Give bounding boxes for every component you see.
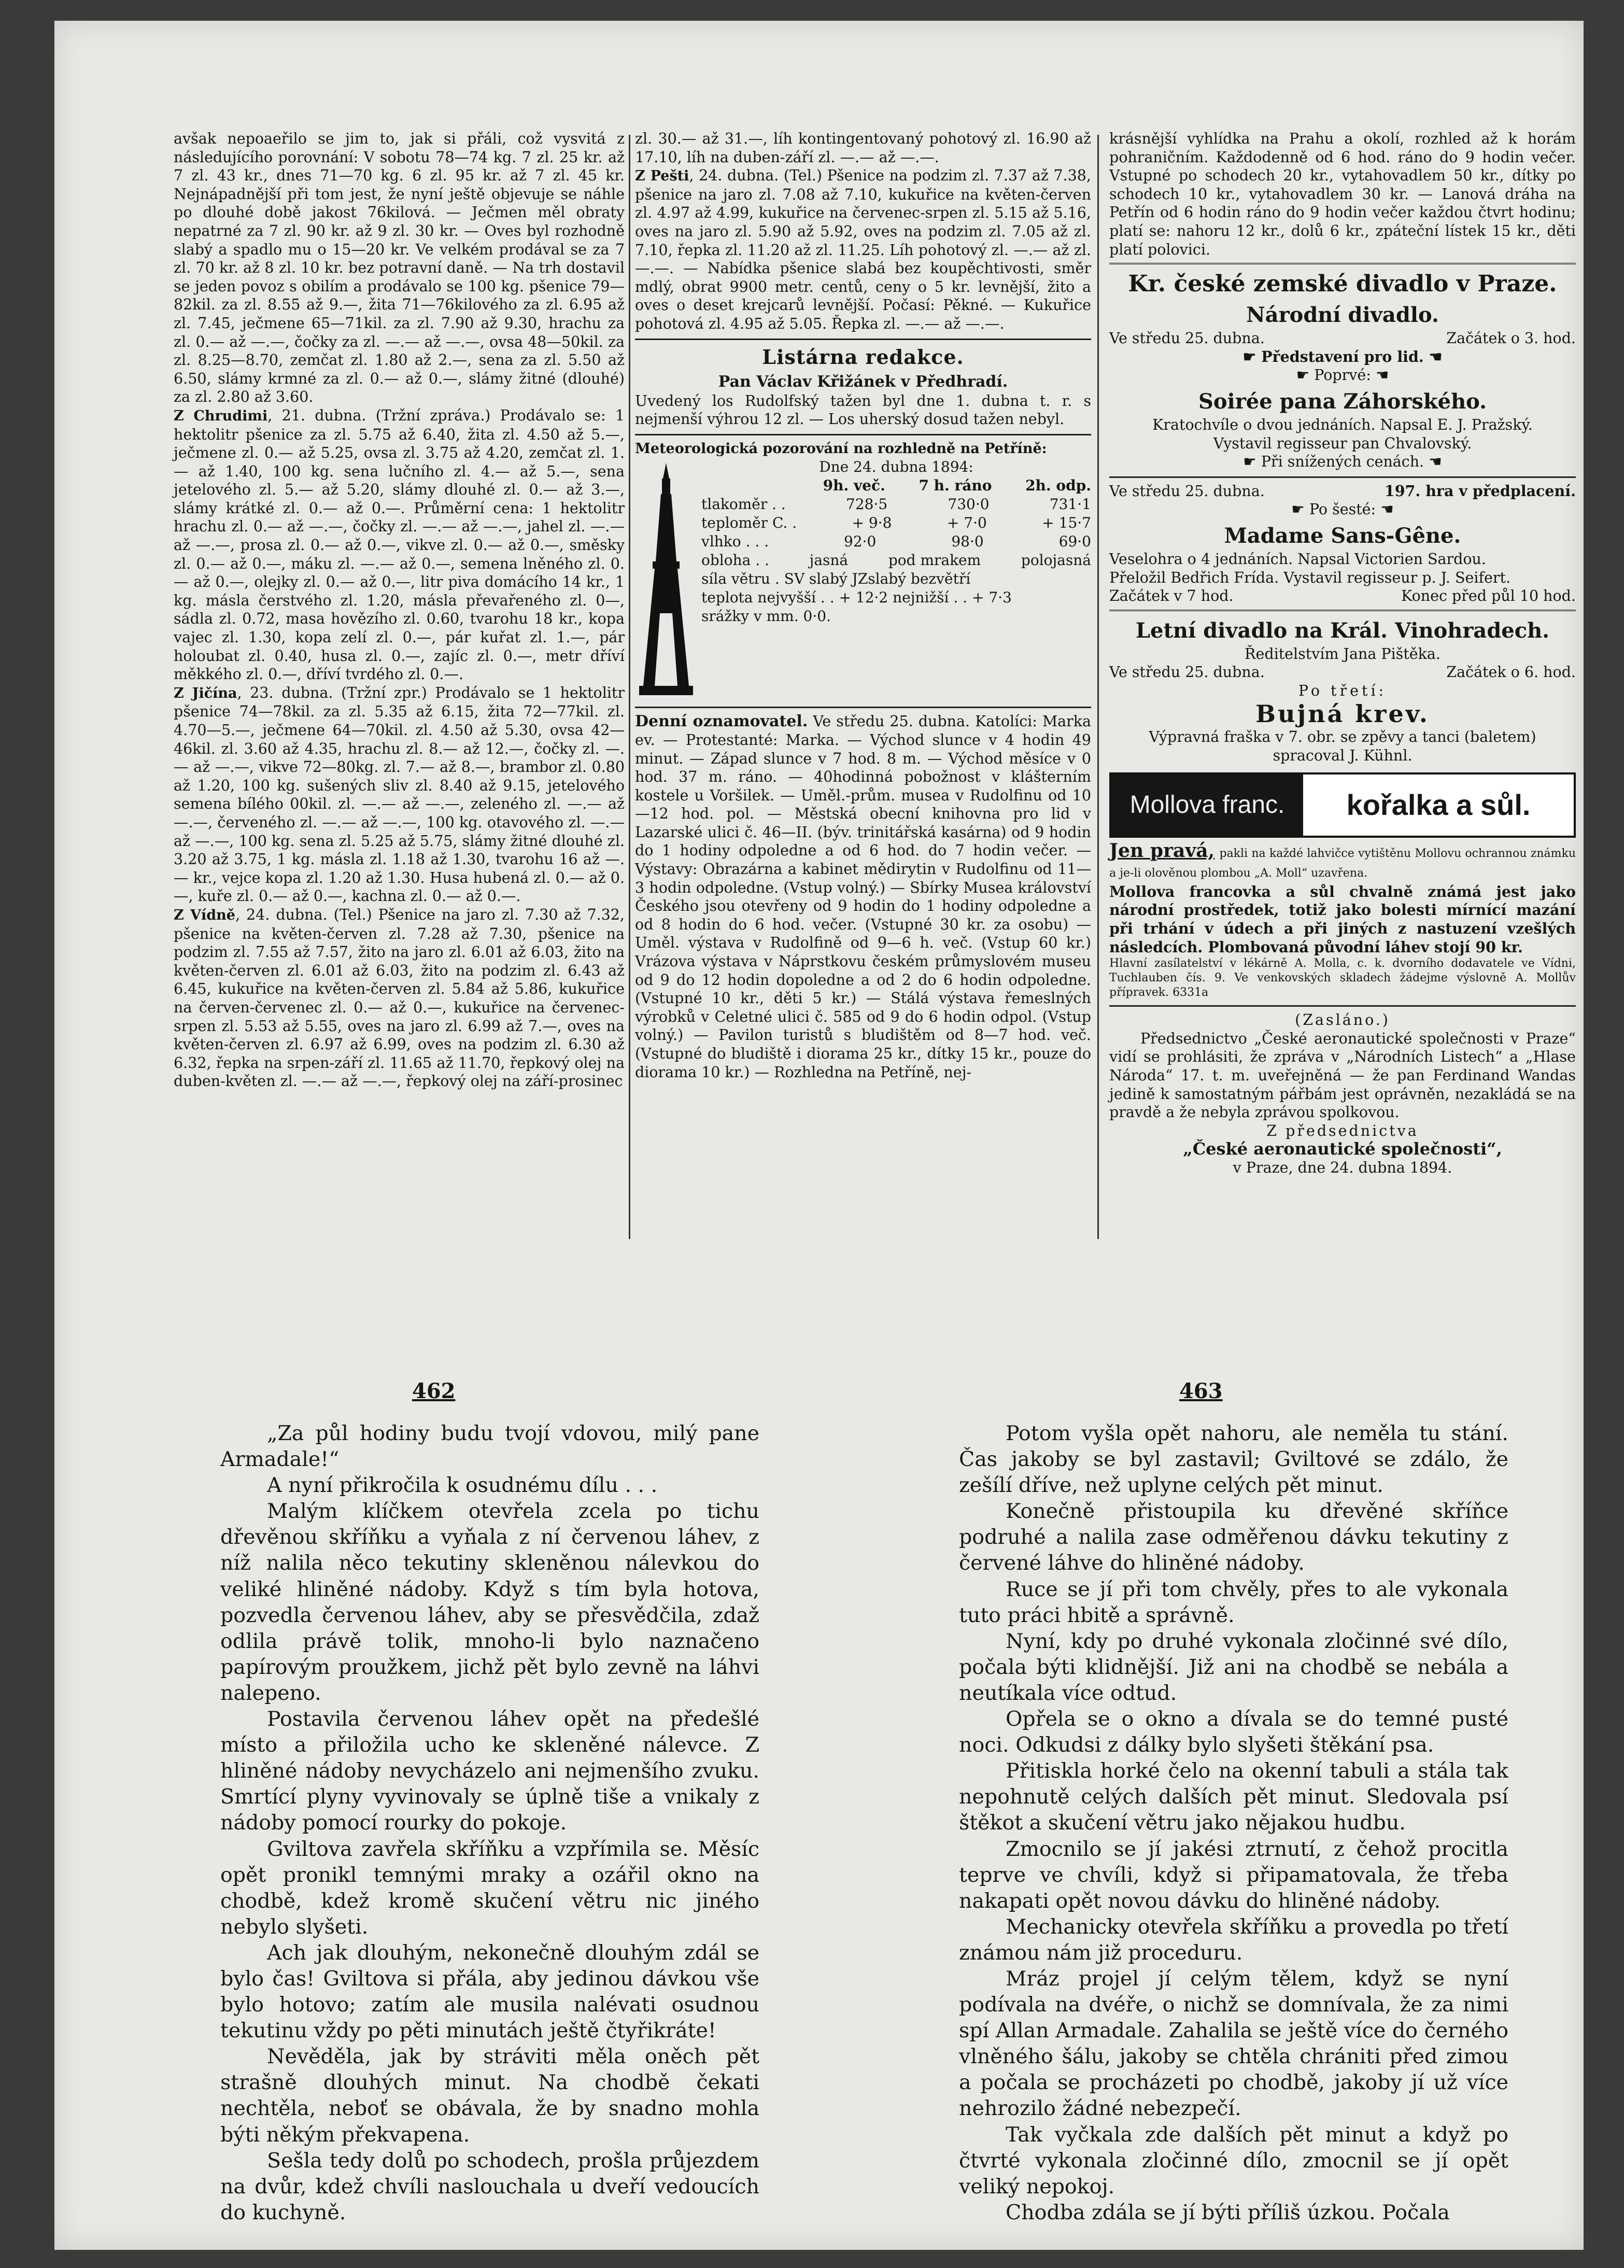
novel-paragraph: Mráz projel jí celým tělem, když se nyní podívala na dvéře, o nichž se domnívala, že za nimi spí Allan Armadale. Zahalila se ještě více do černého vlněného šálu, jakoby se chtěla chrániti před zimou a počala se procházeti po chodbě, jakoby jí už více nehrozilo žádné nebezpečí. bbox=[959, 1966, 1508, 2121]
performance-time-row: Začátek v 7 hod. Konec před půl 10 hod. bbox=[1109, 587, 1576, 605]
novel-paragraph: Opřela se o okno a dívala se do temné pusté noci. Odkudsi z dálky bylo slyšeti štěkání psa. bbox=[959, 1707, 1508, 1757]
play-description: spracoval J. Kühnl. bbox=[1273, 747, 1413, 765]
zaslano-signature: „České aeronautické společnosti“, bbox=[1183, 1139, 1502, 1159]
play-description: Veselohra o 4 jednáních. Napsal Victorien Sardou. bbox=[1109, 550, 1486, 568]
performance-note: ☛ Poprvé: ☚ bbox=[1109, 366, 1576, 385]
novel-paragraph: Nyní, kdy po druhé vykonala zločinné své dílo, počala býti klidnější. Již ani na chodbě se nebála a neutíkala více odtud. bbox=[959, 1629, 1508, 1705]
novel-paragraph: Tak vyčkala zde dalších pět minut a když po čtvrté vykonala zločinné dílo, zmocnil se jí opět veliký nepokoj. bbox=[959, 2122, 1508, 2199]
play-description: Přeložil Bedřich Frída. Vystavil regisseur p. J. Seifert. bbox=[1109, 569, 1511, 586]
weather-row: obloha . . jasná pod mrakem polojasná bbox=[701, 552, 1091, 569]
announcements-heading: Denní oznamovatel. bbox=[635, 712, 808, 731]
novel-paragraph: Konečně přistoupila ku dřevěné skříňce podruhé a nalila zase odměřenou dávku tekutiny z červené láhve do hliněné nádoby. bbox=[959, 1499, 1508, 1575]
novel-paragraph: Nevěděla, jak by stráviti měla oněch pět strašně dlouhých minut. Na chodbě čekati nechtěla, neboť se obávala, že by snadno mohla býti někým překvapena. bbox=[220, 2045, 759, 2147]
banner-left-text: Mollova franc. bbox=[1111, 774, 1303, 836]
play-description: Výpravná fraška v 7. obr. se zpěvy a tanci (baletem) bbox=[1149, 728, 1536, 746]
petrin-lookout-text: krásnější vyhlídka na Prahu a okolí, rozhled až k horám pohraničním. Každodenně od 6 hod. ráno do 9 hodin večer. Vstupné po schodech 20 kr., vytahovadlem 50 kr., dítky po schodech 10 kr., vytahovadlem 30 kr. — Lanová dráha na Petřín od 6 hodin ráno do 9 hodin večer každou čtvrt hodinu; platí se: nahoru 12 kr., dolů 6 kr., zpáteční lístek 15 kr., děti platí polovici. bbox=[1109, 130, 1576, 258]
performance-note: Po třetí: bbox=[1298, 682, 1387, 699]
news-column bbox=[635, 130, 1091, 1244]
daily-announcements: Denní oznamovatel. Ve středu 25. dubna. Katolíci: Marka ev. — Protestanté: Marka. — Východ slunce v 4 hodin 49 minut. — Západ slunce v 7 hod. 8 m. — Východ měsíce v 0 hod. 37 m. ráno. — 40hodinná pobožnost v klášterním kostele u Voršilek. — Uměl.-prům. musea v Rudolfinu od 10—12 hod. pol. — Městská obecní knihovna pro lid v Lazarské ulici č. 46—II. (býv. trinitářská kasárna) od 9 hodin do 1 hodiny odpoledne a od 6 hod. do 7 hodin večer. — Výstavy: Obrazárna a kabinet mědirytin v Rudolfinu od 11—3 hodin odpoledne. (Vstup volný.) — Sbírky Musea království Českého jsou otevřeny od 9 hodin do 1 hodiny odpoledne a od 8 hodin do 6 hod. večer. (Vstupné 30 kr. za osobu) — Uměl. výstava v Rudolfině od 9—6 h. več. (Vstup 60 kr.) Vrázova výstava v Náprstkovu českém průmyslovém museu od 9 do 12 hodin dopoledne a od 2 do 6 hodin odpoledne. (Vstupné 10 kr., děti 5 kr.) — Stálá výstava řemeslných výrobků v Celetné ulici č. 585 od 9 do 6 hodin odpol. (Vstup volný.) — Pavilon turistů s bludištěm od 8—7 hod. več. (Vstupné do bludiště i diorama 25 kr., dítky 15 kr., pouze do diorama 10 kr.) — Rozhledna na Petříně, nej- bbox=[635, 712, 1092, 1081]
novel-paragraph: Zmocnilo se jí jakési ztrnutí, z čehož procitla teprve ve chvíli, když si připamatovala, že třeba nakapati opět novou dávku do hliněné nádoby. bbox=[959, 1837, 1508, 1913]
weather-date: Dne 24. dubna 1894: bbox=[819, 458, 973, 476]
advertisement-text: Jen pravá, pakli na každé lahvičce vytištěnu Mollovu ochrannou známku a je-li olověnou plombou „A. Moll“ uzavřena. bbox=[1109, 839, 1576, 880]
advertisement-text: Hlavní zasílatelství v lékárně A. Molla, c. k. dvorního dodavatele ve Vídni, Tuchlauben čís. 9. Ve venkovských skladech žádejme výslovně A. Mollův přípravek. 6331a bbox=[1109, 957, 1576, 999]
section-rule bbox=[635, 707, 1091, 708]
column-divider bbox=[629, 135, 630, 1239]
section-rule bbox=[1109, 1005, 1576, 1007]
novel-paragraph: Chodba zdála se jí býti příliš úzkou. Počala bbox=[1006, 2200, 1450, 2224]
zaslano-text: Předsednictvo „České aeronautické společnosti v Praze“ vidí se prohlásiti, že zpráva v „Národních Listech“ a „Hlase Národa“ 17. t. m. uveřejněná — že pan Ferdinand Wandas jedině k samostatným pářbám jest oprávněn, nezakládá se na pravdě a že nebyla zprávou spolkovou. bbox=[1109, 1030, 1576, 1121]
editorial-mailbox-heading: Listárna redakce. bbox=[762, 345, 964, 369]
newspaper-page bbox=[54, 21, 1584, 2250]
novel-page-left bbox=[220, 1420, 759, 2224]
national-theater-title: Kr. české zemské divadlo v Praze. bbox=[1128, 271, 1557, 298]
weather-rainfall: srážky v mm. 0·0. bbox=[701, 608, 831, 625]
mailbox-addressee: Pan Václav Křižánek v Předhradí. bbox=[718, 372, 1008, 391]
advertisement-text: Mollova francovka a sůl chvalně známá jest jako národní prostředek, totiž jako bolesti mírnící mazání při trhání v údech a při jiných z nastuzení vzešlých následcích. Plombovaná původní láhev stojí 90 kr. bbox=[1109, 882, 1576, 956]
page-number-left: 462 bbox=[412, 1379, 456, 1403]
market-report-text: avšak nepoaeřilo se jim to, jak si přáli, což vysvitá z následujícího porovnání: V sobotu 78—74 kg. 7 zl. 25 kr. až 7 zl. 43 kr., dnes 71—70 kg. 6 zl. 95 kr. až 7 zl. 45 kr. Nejnápadnější při tom jest, že nyní ještě objevuje se náhle po dlouhé době jakost 76kilová. — Ječmen měl obraty nepatrné za 7 zl. 90 kr. až 9 zl. 30 kr. — Oves byl rozhodně slabý a spadlo mu o 15—20 kr. Ve velkém prodával se za 7 zl. 70 kr. až 8 zl. 10 kr. bez potravní daně. — Na trh dostavil se jeden povoz s obilím a prodávalo se 100 kg. pšenice 79—82kil. za zl. 8.55 až 9.—, žita 71—76kilového za zl. 6.95 až zl. 7.45, ječmene 65—71kil. za zl. 7.90 až 9.30, hrachu za zl. 0.— až —.—, čočky za zl. —.— až —.—, ovsa 48—50kil. za zl. 8.25—8.70, zemčat zl. 1.80 až 2.—, sena za zl. 5.50 až 6.50, slámy krmné za zl. 0.— až 0.—, slámy žitné (dlouhé) za zl. 2.80 až 3.60. bbox=[174, 130, 625, 406]
play-description: Kratochvíle o dvou jednáních. Napsal E. J. Pražský. bbox=[1152, 416, 1533, 433]
national-theater-subtitle: Národní divadlo. bbox=[1246, 303, 1439, 328]
performance-date-row: Ve středu 25. dubna. Začátek o 6. hod. bbox=[1109, 664, 1576, 681]
weather-table bbox=[701, 458, 1091, 701]
weather-block bbox=[635, 458, 1091, 701]
performance-date-row: Ve středu 25. dubna. Začátek o 3. hod. bbox=[1109, 330, 1576, 347]
weather-temperature: teplota nejvyšší . . + 12·2 nejnižší . . + 7·3 bbox=[701, 589, 1012, 607]
mailbox-text: Uvedený los Rudolfský tažen byl dne 1. dubna t. r. s nejmenší výhrou 12 zl. — Los uherský dosud tažen nebyl. bbox=[635, 392, 1091, 428]
performance-note: ☛ Představení pro lid. ☚ bbox=[1109, 348, 1576, 367]
novel-paragraph: Mechanicky otevřela skříňku a provedla po třetí známou nám již proceduru. bbox=[959, 1914, 1508, 1965]
weather-row: teploměr C. . + 9·8 + 7·0 + 15·7 bbox=[701, 514, 1091, 532]
play-title: Soirée pana Záhorského. bbox=[1198, 389, 1487, 414]
novel-paragraph: Gviltova zavřela skříňku a vzpřímila se. Měsíc opět pronikl temnými mraky a ozářil okno na chodbě, kdež kromě skučení větru nic jiného nebylo slyšeti. bbox=[220, 1837, 759, 1939]
section-rule bbox=[1109, 610, 1576, 613]
section-rule bbox=[635, 434, 1091, 435]
theater-ads-column bbox=[1109, 130, 1576, 1244]
report-heading: Z Pešti bbox=[635, 168, 689, 185]
novel-paragraph: Ruce se jí při tom chvěly, přes to ale vykonala tuto práci hbitě a správně. bbox=[959, 1577, 1508, 1627]
weather-row: tlakoměr . . 728·5 730·0 731·1 bbox=[701, 496, 1091, 513]
play-title: Bujná krev. bbox=[1255, 700, 1430, 728]
report-heading: Z Jičína bbox=[174, 685, 237, 701]
section-rule bbox=[1109, 263, 1576, 266]
novel-page-right bbox=[959, 1420, 1508, 2224]
zaslano-heading: (Zasláno.) bbox=[1295, 1011, 1390, 1029]
weather-heading: Meteorologická pozorování na rozhledně na Petříně: bbox=[635, 440, 1047, 457]
novel-paragraph: Malým klíčkem otevřela zcela po tichu dřevěnou skříňku a vyňala z ní červenou láhev, z níž nalila něco tekutiny skleněnou nálevkou do veliké hliněné nádoby. Když s tím byla hotova, pozvedla červenou láhev, aby se přesvědčila, zdaž odlila právě tolik, mnoho-li bylo naznačeno papírovým proužkem, jichž pět bylo zevně na láhvi nalepeno. bbox=[220, 1499, 759, 1705]
weather-header-row: 9h. več. 7 h. ráno 2h. odp. bbox=[823, 477, 1091, 495]
novel-paragraph: A nyní přikročila k osudnému dílu . . . bbox=[267, 1473, 658, 1498]
summer-theater-director: Ředitelstvím Jana Pištěka. bbox=[1245, 645, 1441, 663]
section-rule bbox=[1109, 476, 1576, 478]
zaslano-signature: v Praze, dne 24. dubna 1894. bbox=[1233, 1159, 1452, 1176]
play-description: Vystavil regisseur pan Chvalovský. bbox=[1213, 434, 1472, 452]
performance-note: ☛ Po šesté: ☚ bbox=[1109, 500, 1576, 519]
play-title: Madame Sans-Gêne. bbox=[1224, 523, 1461, 548]
section-rule bbox=[635, 339, 1091, 340]
performance-note: ☛ Při snížených cenách. ☚ bbox=[1109, 453, 1576, 471]
column-divider bbox=[1097, 135, 1099, 1239]
weather-wind: síla větru . SV slabý JZslabý bezvětří bbox=[701, 570, 971, 588]
petrin-tower-icon bbox=[635, 458, 697, 701]
moll-advertisement-banner bbox=[1109, 772, 1576, 838]
zaslano-signature: Z předsednictva bbox=[1266, 1122, 1419, 1139]
market-report-chrudim: Z Chrudimi, 21. dubna. (Tržní zpráva.) Prodávalo se: 1 hektolitr pšenice za zl. 5.75 až 6.40, žita zl. 4.50 až 5.—, ječmene zl. 0.— až 5.25, ovsa zl. 3.75 až 4.20, zemčat zl. 1.— až 1.40, 100 kg. sena lučního zl. 4.— až 5.—, sena jetelového zl. 5.— až 5.20, slámy dlouhé zl. 0.— až 3.—, slámy krátké zl. 0.— až 0.—. Průměrní cena: 1 hektolitr hrachu zl. 0.— až —.—, čočky zl. —.— až —.—, jahel zl. —.— až —.—, prosa zl. 0.— až 0.—, vikve zl. 0.— až 0.—, směsky zl. 0.— až 0.—, máku zl. —.— až 0.—, semena lněného zl. 0.— až 0.—, olejky zl. 0.— až 0.—, litr piva domácího 14 kr., 1 kg. másla čerstvého zl. 1.20, másla převařeného zl. 0—, sádla zl. 0.72, masa hovězího zl. 0.60, tvarohu 18 kr., kopa vajec zl. 1.30, kopa zelí zl. 0.—, pár kuřat zl. 1.—, pár holoubat zl. 0.40, husa zl. 0.—, zajíc zl. 0.—, metr dříví měkkého zl. 0.—, dříví tvrdého zl. 0.—. bbox=[174, 406, 625, 683]
market-report-pest: Z Pešti, 24. dubna. (Tel.) Pšenice na podzim zl. 7.37 až 7.38, pšenice na jaro zl. 7.08 až 7.10, kukuřice na květen-červen zl. 4.97 až 4.99, kukuřice na červenec-srpen zl. 5.15 až 5.16, oves na jaro zl. 5.90 až 5.92, oves na podzim zl. 7.05 až zl. 7.10, řepka zl. 11.20 až zl. 11.25. Líh pohotový zl. —.— až zl. —.—. — Nabídka pšenice slabá bez koupěchtivosti, směr mdlý, obrat 9900 metr. centů, ceny o 5 kr. levnější, žito a oves o deset krejcarů levnější. Počasí: Pěkné. — Kukuřice pohotová zl. 4.95 až 5.05. Řepka zl. —.— až —.—. bbox=[635, 167, 1091, 332]
novel-paragraph: Přitiskla horké čelo na okenní tabuli a stála tak nepohnutě celých dalších pět minut. Sledovala psí štěkot a skučení větru jako nějakou hudbu. bbox=[959, 1759, 1508, 1835]
banner-right-text: kořalka a sůl. bbox=[1303, 774, 1574, 836]
market-report-viden: Z Vídně, 24. dubna. (Tel.) Pšenice na jaro zl. 7.30 až 7.32, pšenice na květen-červen zl. 7.28 až 7.30, pšenice na podzim zl. 7.55 až 7.57, žito na jaro zl. 6.01 až 6.03, žito na květen-červen zl. 6.01 až 6.03, žito na podzim zl. 6.43 až 6.45, kukuřice na květen-červen zl. 5.84 až 5.86, kukuřice na červen-červenec zl. 0.— až 0.—, kukuřice na červenec-srpen zl. 5.53 až 5.55, oves na jaro zl. 6.99 až 7.—, oves na květen-červen zl. 6.97 až 6.99, oves na podzim zl. 6.30 až 6.32, řepka na srpen-září zl. 11.65 až 11.70, řepkový olej na duben-květen zl. —.— až —.—, řepkový olej na září-prosinec bbox=[174, 906, 625, 1090]
page-number-right: 463 bbox=[1179, 1379, 1223, 1403]
market-report-jicin: Z Jičína, 23. dubna. (Tržní zpr.) Prodávalo se 1 hektolitr pšenice 74—78kil. za zl. 5.35 až 6.15, žita 72—77kil. zl. 4.70—5.—, ječmene 64—70kil. zl. 4.50 až 5.30, ovsa 42—46kil. zl. 3.60 až 4.35, hrachu zl. 8.— až 12.—, čočky zl. —.— až —.—, vikve 72—80kg. zl. 7.— až 8.—, brambor zl. 0.80 až 1.20, 100 kg. sušených sliv zl. 8.40 až 9.15, jetelového semena bílého 00kil. zl. —.— až —.—, zeleného zl. —.— až —.—, červeného zl. —.— až —.—, 100 kg. otavového zl. —.— až —.—, 100 kg. sena zl. 5.25 až 5.75, slámy žitné dlouhé zl. 3.20 až 3.75, 1 kg. másla zl. 1.18 až 1.30, tvarohu 16 až —.— kr., vejce kopa zl. 1.20 až 1.30. Husa hubená zl. 0.— až 0.—, kuře zl. 0.— až 0.—, kachna zl. 0.— až 0.—. bbox=[174, 684, 625, 905]
summer-theater-title: Letní divadlo na Král. Vinohradech. bbox=[1135, 618, 1550, 643]
market-reports-column bbox=[174, 130, 625, 1244]
performance-date-row: Ve středu 25. dubna. 197. hra v předplacení. bbox=[1109, 482, 1576, 500]
market-report-text: zl. 30.— až 31.—, líh kontingentovaný pohotový zl. 16.90 až 17.10, líh na duben-září zl. —.— až —.—. bbox=[635, 130, 1091, 166]
novel-paragraph: „Za půl hodiny budu tvojí vdovou, milý pane Armadale!“ bbox=[220, 1421, 759, 1472]
novel-paragraph: Ach jak dlouhým, nekonečně dlouhým zdál se bylo čas! Gviltova si přála, aby jedinou dávkou vše bylo hotovo; zatím ale musila nalévati osudnou tekutinu vždy po pěti minutách ještě čtyřikráte! bbox=[220, 1940, 759, 2043]
novel-paragraph: Sešla tedy dolů po schodech, prošla průjezdem na dvůr, kdež chvíli naslouchala u dveří vedoucích do kuchyně. bbox=[220, 2148, 759, 2224]
novel-paragraph: Postavila červenou láhev opět na předešlé místo a přiložila ucho ke skleněné nálevce. Z hliněné nádoby nevycházelo ani nejmenšího zvuku. Smrtící plyny vyvinovaly se úplně tiše a vnikaly z nádoby pomocí rourky do pokoje. bbox=[220, 1707, 759, 1835]
report-heading: Z Vídně bbox=[174, 907, 235, 923]
novel-paragraph: Potom vyšla opět nahoru, ale neměla tu stání. Čas jakoby se byl zastavil; Gviltové se zdálo, že zešílí dříve, než uplyne celých pět minut. bbox=[959, 1421, 1508, 1498]
report-heading: Z Chrudimi bbox=[174, 407, 268, 424]
weather-row: vlhko . . . 92·0 98·0 69·0 bbox=[701, 533, 1091, 551]
